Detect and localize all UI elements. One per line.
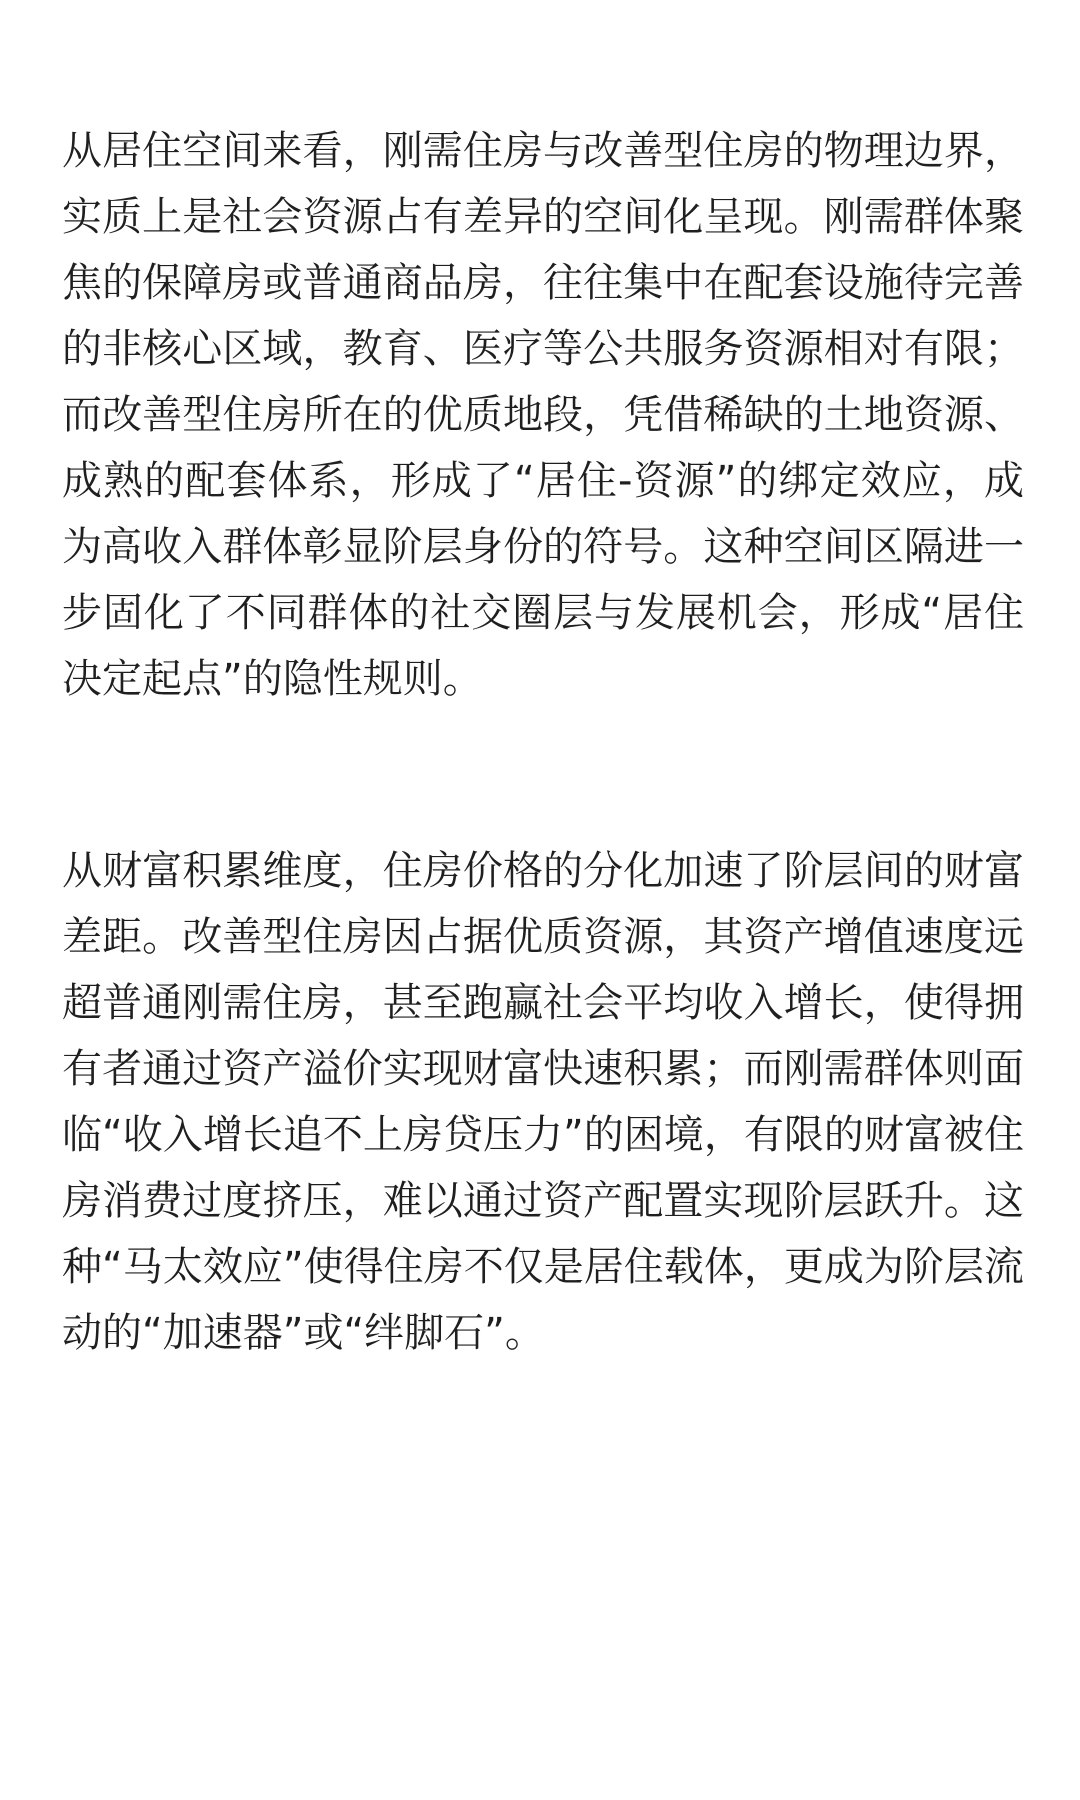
paragraph-living-space: 从居住空间来看，刚需住房与改善型住房的物理边界，实质上是社会资源占有差异的空间化呈现。刚需群体聚焦的保障房或普通商品房，往往集中在配套设施待完善的非核心区域，教育、医疗等公共服务资源相对有限；而改善型住房所在的优质地段，凭借稀缺的土地资源、成熟的配套体系，形成了“居住-资源”的绑定效应，成为高收入群体彰显阶层身份的符号。这种空间区隔进一步固化了不同群体的社交圈层与发展机会，形成“居住决定起点”的隐性规则。 <box>62 128 1024 702</box>
paragraph-wealth-accumulation: 从财富积累维度，住房价格的分化加速了阶层间的财富差距。改善型住房因占据优质资源，其资产增值速度远超普通刚需住房，甚至跑赢社会平均收入增长，使得拥有者通过资产溢价实现财富快速积累；而刚需群体则面临“收入增长追不上房贷压力”的困境，有限的财富被住房消费过度挤压，难以通过资产配置实现阶层跃升。这种“马太效应”使得住房不仅是居住载体，更成为阶层流动的“加速器”或“绊脚石”。 <box>62 848 1024 1356</box>
article-body <box>62 118 1024 1366</box>
